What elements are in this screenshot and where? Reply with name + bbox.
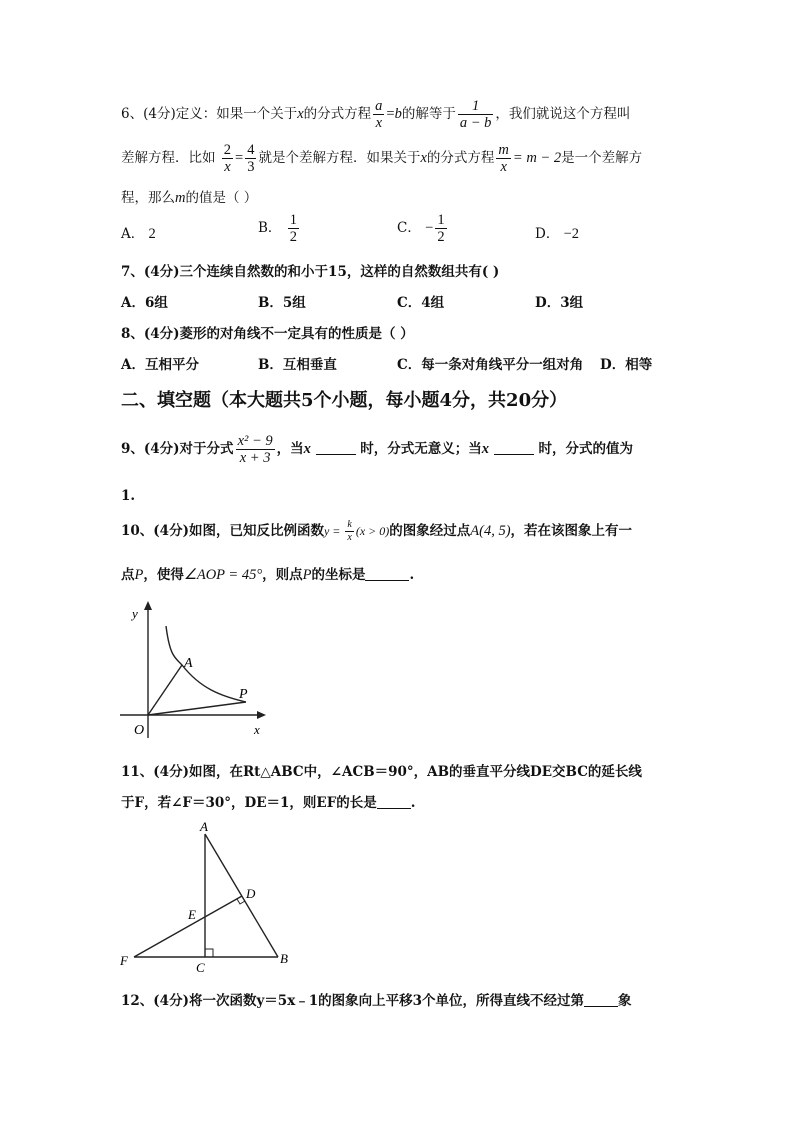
segment-OA [148, 665, 182, 715]
q10-line1: 10、(4分)如图，已知反比例函数y = $\frac{k}{x}$ (x > 0)的图象经过点A(4, 5)，若在该图象上有一 [121, 519, 633, 543]
q10-line2: 点P，使得∠AOP = 45°，则点P的坐标是 . [121, 567, 415, 583]
q6-option-d: D． −2 [535, 226, 580, 242]
label-D: D [246, 886, 256, 901]
q6-option-c: C． − $\frac{1}{2}$ [397, 212, 445, 245]
q10-answer-blank[interactable] [365, 580, 409, 581]
q6-option-b: B． $\frac{1}{2}$ [258, 212, 297, 245]
q11-line1: 11、(4分)如图，在Rt△ABC中，∠ACB＝90°，AB的垂直平分线DE交BC的延长线 [121, 764, 642, 780]
q11-line2: 于F，若∠F＝30°，DE＝1，则EF的长是 . [121, 795, 416, 811]
q7-option-b: B．5组 [258, 295, 306, 311]
label-C: C [196, 960, 205, 975]
fraction-x2-minus-9-over-x-plus-3: $\frac{\text{x² − 9}}{x + 3}$ [237, 433, 273, 466]
q8-option-c: C．每一条对角线平分一组对角 [397, 357, 584, 373]
section-heading-fill-in: 二、填空题（本大题共5个小题，每小题4分，共20分） [121, 390, 568, 411]
q8-option-d: D．相等 [600, 357, 653, 373]
label-B: B [280, 951, 288, 966]
q6-line3: 程，那么m的值是（ ） [121, 190, 258, 206]
q8-option-b: B．互相垂直 [258, 357, 337, 373]
q8-option-a: A．互相平分 [121, 357, 199, 373]
q10-figure [118, 598, 278, 740]
q9-blank-2[interactable] [494, 454, 534, 455]
label-x: x [254, 722, 260, 737]
fraction-4-over-3: $\frac{4}{3}$ [247, 142, 255, 175]
label-A: A [184, 656, 193, 671]
segment-OP [148, 702, 246, 715]
label-O: O [134, 723, 145, 738]
label-y: y [132, 606, 138, 621]
q7-option-a: A．6组 [121, 295, 168, 311]
segment-FD [134, 896, 242, 957]
q7-text: 7、(4分)三个连续自然数的和小于15，这样的自然数组共有( ) [121, 264, 500, 280]
hyperbola-curve [166, 626, 246, 702]
q12-line1: 12、(4分)将一次函数y＝5x﹣1的图象向上平移3个单位，所得直线不经过第 象 [121, 993, 632, 1009]
q11-figure [112, 818, 302, 978]
fraction-1-over-a-minus-b: $\frac{1}{a - b}$ [459, 98, 492, 131]
q8-text: 8、(4分)菱形的对角线不一定具有的性质是（ ） [121, 326, 414, 342]
q6-option-a: A． 2 [121, 226, 156, 242]
q12-answer-blank[interactable] [584, 1006, 618, 1007]
fraction-2-over-x: $\frac{2}{x}$ [223, 142, 232, 175]
x-axis-arrow [257, 711, 266, 719]
q9-line2: 1. [121, 488, 136, 504]
label-F: F [120, 953, 128, 968]
q9-line1: 9、(4分)对于分式 $\frac{\text{x² − 9}}{x + 3}$ ，当x 时，分式无意义；当x 时，分式的值为 [121, 433, 633, 466]
fraction-a-over-x: $\frac{a}{x}$ [375, 98, 383, 131]
right-angle-mark-C [205, 949, 213, 957]
q11-answer-blank[interactable] [377, 808, 411, 809]
y-axis-arrow [144, 601, 152, 610]
q7-option-d: D．3组 [535, 295, 584, 311]
q9-blank-1[interactable] [316, 454, 356, 455]
q6-line1: 6、(4分)定义：如果一个关于x的分式方程 $\frac{a}{x}$ =b的解等于 $\frac{1}{a - b}$ ，我们就说这个方程叫 [121, 98, 631, 131]
label-E: E [188, 907, 196, 922]
q6-line2: 差解方程．比如 $\frac{2}{x}$ = $\frac{4}{3}$ 就是个差解方程．如果关于x的分式方程 $\frac{m}{x}$ = m − 2是一个差解方 [121, 142, 643, 175]
q7-option-c: C．4组 [397, 295, 445, 311]
fraction-m-over-x: $\frac{m}{x}$ [498, 142, 509, 175]
label-A: A [200, 819, 208, 834]
label-P: P [239, 687, 248, 702]
